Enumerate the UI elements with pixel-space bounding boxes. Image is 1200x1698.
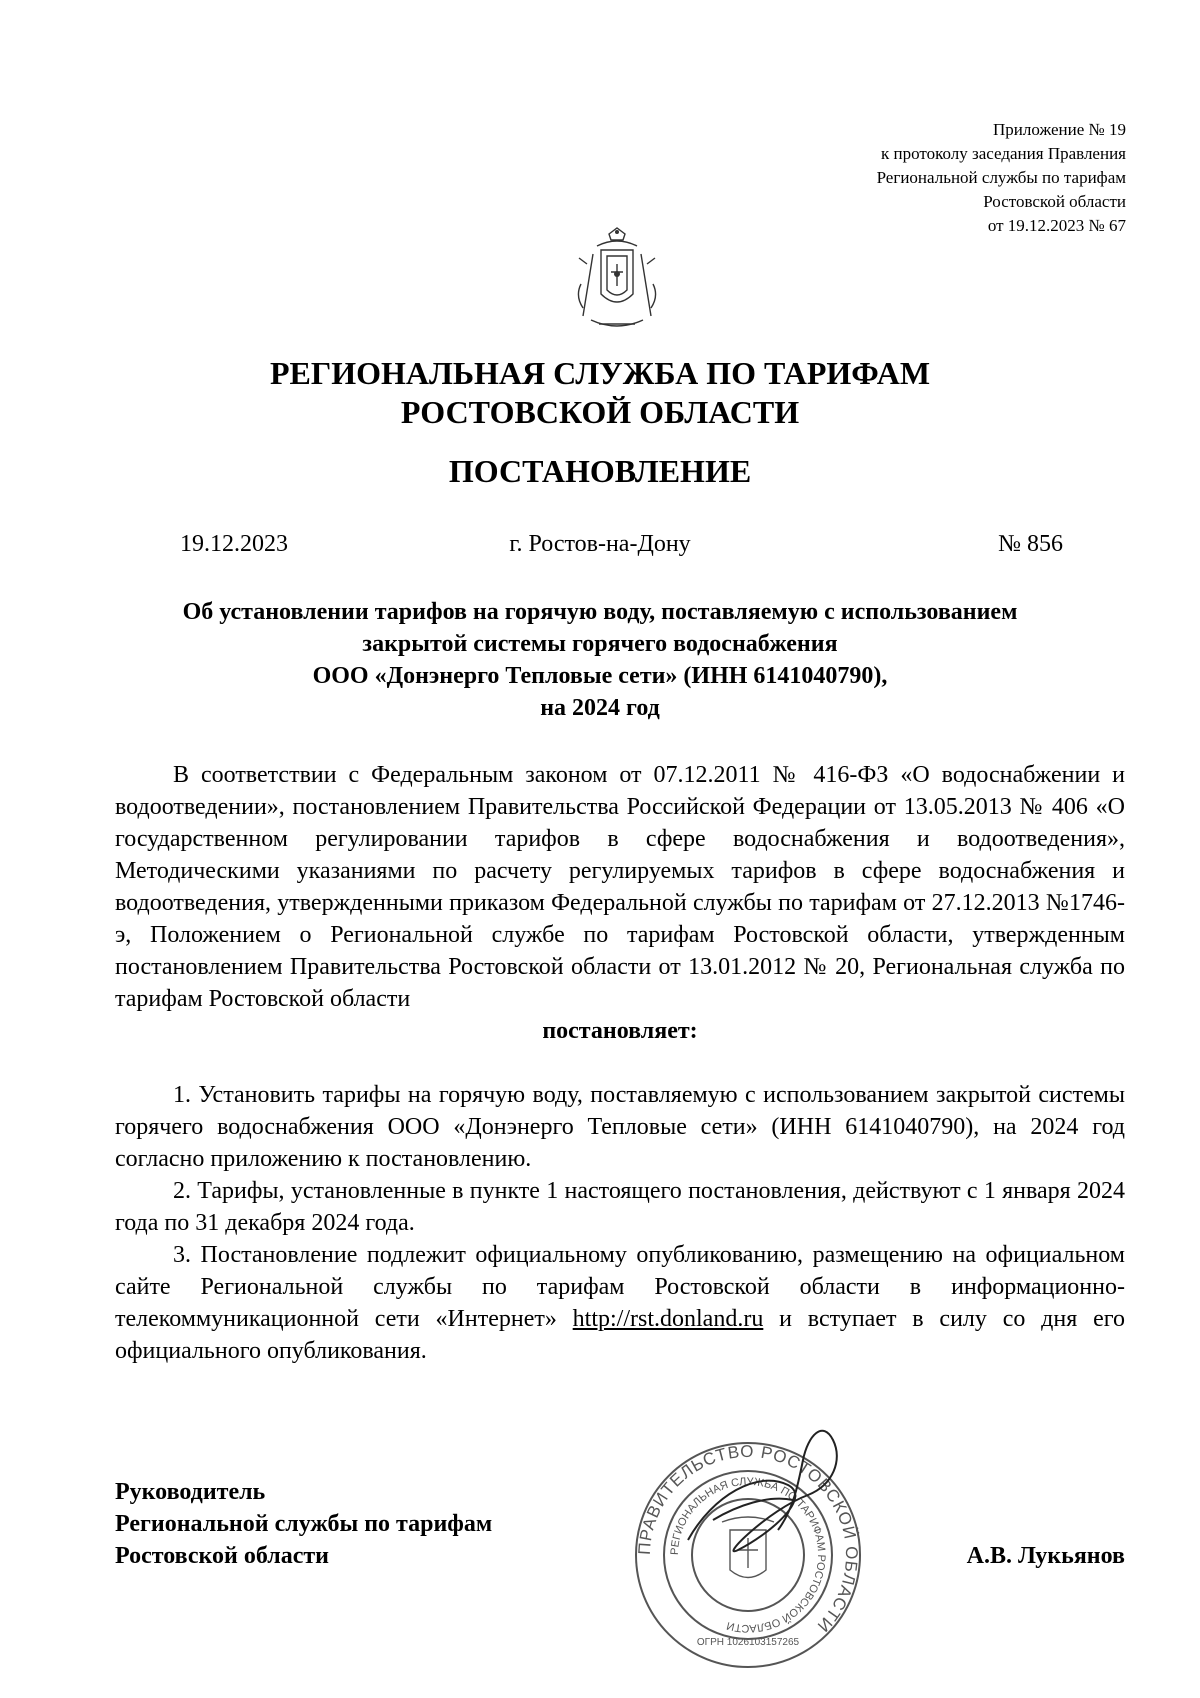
signatory-title-line: Руководитель [115, 1479, 266, 1505]
seal-emblem [722, 1517, 774, 1578]
appendix-line: от 19.12.2023 № 67 [987, 216, 1126, 235]
seal-inner-text: РЕГИОНАЛЬНАЯ СЛУЖБА ПО ТАРИФАМ РОСТОВСКОЙ ОБЛАСТИ [668, 1475, 828, 1635]
seal-outer-text: ПРАВИТЕЛЬСТВО РОСТОВСКОЙ ОБЛАСТИ [634, 1441, 862, 1637]
seal-ogrn-text: ОГРН 1026103157265 [696, 1637, 800, 1648]
organization-name-line: РЕГИОНАЛЬНАЯ СЛУЖБА ПО ТАРИФАМ [269, 355, 931, 391]
item-paragraph-3-text: 3. Постановление подлежит официальному опубликованию, размещению на официальном сайте Региональной службы по тарифам Ростовской области в информационно-телекоммуникационной сети «Интернет» [115, 1242, 1125, 1332]
subject-line: закрытой системы горячего водоснабжения [362, 631, 838, 657]
signatory-title [115, 1476, 492, 1572]
coat-of-arms-icon [571, 224, 663, 334]
paragraph-spacer [115, 1047, 1125, 1079]
subject-line: ООО «Донэнерго Тепловые сети» (ИНН 6141040790), [312, 663, 888, 689]
appendix-line: Приложение № 19 [993, 120, 1126, 139]
official-seal-icon [618, 1400, 878, 1680]
item-paragraph-1: 1. Установить тарифы на горячую воду, поставляемую с использованием закрытой системы горячего водоснабжения ООО «Донэнерго Тепловые сети» (ИНН 6141040790), на 2024 год согласно приложению к постановлению. [115, 1082, 1125, 1172]
appendix-note [877, 118, 1126, 238]
preamble-paragraph: В соответствии с Федеральным законом от 07.12.2011 № 416-ФЗ «О водоснабжении и водоотведении», постановлением Правительства Российской Федерации от 13.05.2013 № 406 «О государственном регулировании тарифов в сфере водоснабжения и водоотведения», Методическими указаниями по расчету регулируемых тарифов в сфере водоснабжения и водоотведения, утвержденными приказом Федеральной службы по тарифам от 27.12.2013 №1746-э, Положением о Региональной службе по тарифам Ростовской области, утвержденным постановлением Правительства Ростовской области от 13.01.2012 № 20, Региональная служба по тарифам Ростовской области [115, 762, 1125, 1012]
signatory-title-line: Региональной службы по тарифам [115, 1511, 493, 1537]
subject-line: Об установлении тарифов на горячую воду, поставляемую с использованием [182, 599, 1018, 625]
appendix-line: Ростовской области [983, 192, 1126, 211]
organization-name [0, 354, 1200, 432]
item-paragraph-3 [115, 1239, 1125, 1367]
item-paragraph-2: 2. Тарифы, установленные в пункте 1 настоящего постановления, действуют с 1 января 2024 года по 31 декабря 2024 года. [115, 1178, 1125, 1236]
signatory-title-line: Ростовской области [115, 1543, 329, 1569]
document-body [115, 759, 1125, 1367]
appendix-line: Региональной службы по тарифам [876, 168, 1126, 187]
document-type: ПОСТАНОВЛЕНИЕ [448, 453, 752, 489]
document-subject [100, 596, 1100, 724]
signatory-name: А.В. Лукьянов [966, 1543, 1125, 1569]
document-number: № 856 [998, 531, 1063, 557]
subject-line: на 2024 год [540, 695, 660, 721]
appendix-line: к протоколу заседания Правления [881, 144, 1126, 163]
document-city: г. Ростов-на-Дону [509, 531, 691, 557]
item-paragraph-3-tail: и вступает в силу со дня его официального опубликования. [115, 1306, 1125, 1364]
organization-name-line: РОСТОВСКОЙ ОБЛАСТИ [400, 394, 800, 430]
website-link[interactable]: http://rst.donland.ru [572, 1306, 764, 1332]
decides-heading: постановляет: [542, 1018, 698, 1044]
document-date: 19.12.2023 [180, 531, 288, 557]
